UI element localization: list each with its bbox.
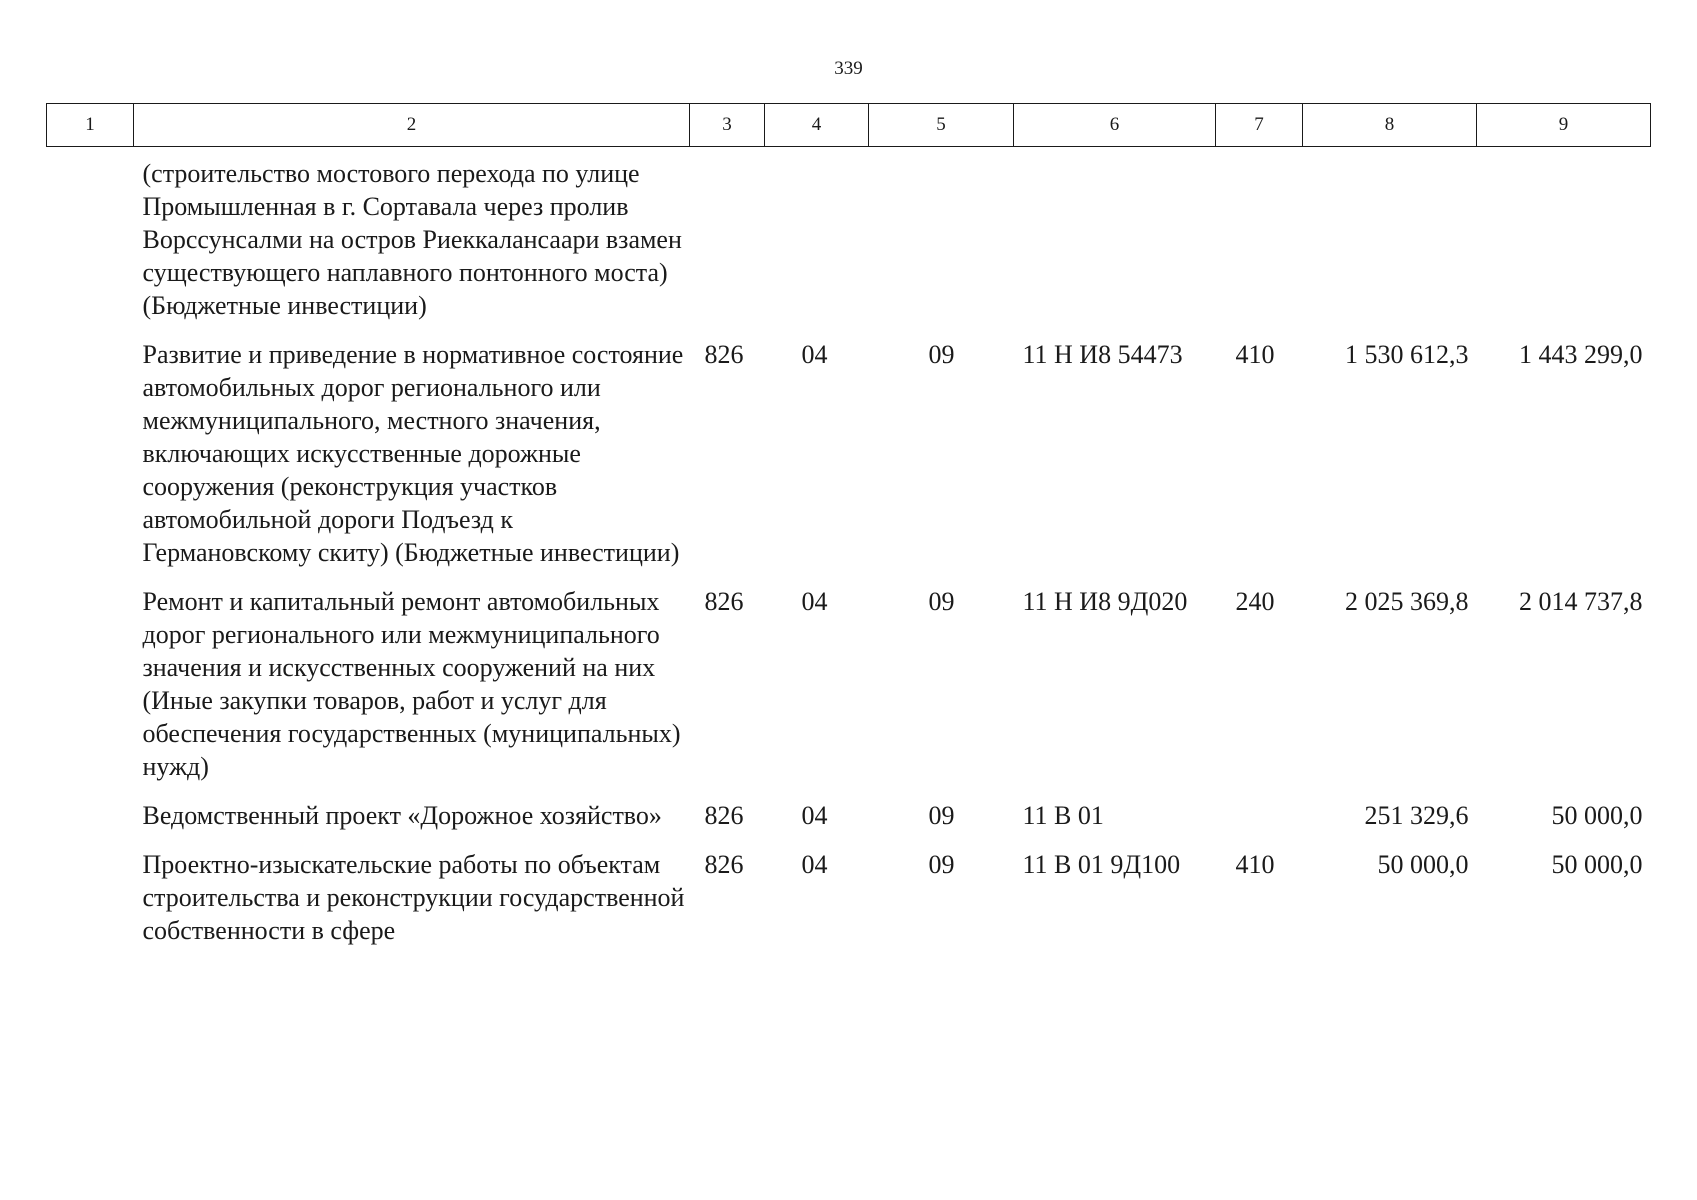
cell-podrazdel: 09 xyxy=(928,587,955,616)
cell-razdel: 04 xyxy=(801,801,828,830)
cell-amount-1: 2 025 369,8 xyxy=(1345,587,1469,616)
column-header-3: 3 xyxy=(690,104,765,147)
cell-amount-1: 50 000,0 xyxy=(1377,850,1469,879)
cell-target-article: 11 Н И8 54473 xyxy=(1022,340,1183,369)
column-header-5: 5 xyxy=(869,104,1014,147)
table-row xyxy=(47,848,1651,963)
cell-expense-type: 240 xyxy=(1235,587,1275,616)
cell-expense-type xyxy=(1216,147,1303,339)
cell-amount-1: 1 530 612,3 xyxy=(1345,340,1469,369)
cell-target-article: 11 Н И8 9Д020 xyxy=(1022,587,1188,616)
cell-razdel: 04 xyxy=(801,340,828,369)
cell-glava: 826 xyxy=(704,587,744,616)
cell-amount-2: 50 000,0 xyxy=(1551,801,1643,830)
cell-description: Развитие и приведение в нормативное состояние автомобильных дорог регионального или межмуниципального, местного значения, включающих искусственные дорожные сооружения (реконструкция участков автомобильной дороги Подъезд к Германовскому скиту) (Бюджетные инвестиции) xyxy=(142,340,684,567)
cell-description: Проектно-изыскательские работы по объектам строительства и реконструкции государственной собственности в сфере xyxy=(142,850,685,945)
cell-number xyxy=(47,338,134,585)
cell-podrazdel: 09 xyxy=(928,850,955,879)
cell-number xyxy=(47,848,134,963)
cell-glava: 826 xyxy=(704,801,744,830)
table-header xyxy=(47,104,1651,147)
cell-number xyxy=(47,147,134,339)
header-row xyxy=(47,104,1651,147)
column-header-9: 9 xyxy=(1477,104,1651,147)
cell-expense-type: 410 xyxy=(1235,850,1275,879)
budget-table xyxy=(46,103,1651,963)
cell-amount-1: 251 329,6 xyxy=(1364,801,1469,830)
cell-expense-type xyxy=(1216,799,1303,848)
column-header-7: 7 xyxy=(1216,104,1303,147)
cell-amount-2: 50 000,0 xyxy=(1551,850,1643,879)
column-header-2: 2 xyxy=(134,104,690,147)
cell-amount-2: 2 014 737,8 xyxy=(1519,587,1643,616)
cell-glava: 826 xyxy=(704,340,744,369)
cell-description: Ремонт и капитальный ремонт автомобильных дорог регионального или межмуниципального значения и искусственных сооружений на них (Иные закупки товаров, работ и услуг для обеспечения государственных (муниципальных) нужд) xyxy=(142,587,681,781)
cell-description: Ведомственный проект «Дорожное хозяйство» xyxy=(142,801,662,830)
cell-number xyxy=(47,799,134,848)
table-row xyxy=(47,147,1651,339)
page-number: 339 xyxy=(834,58,863,79)
column-header-1: 1 xyxy=(47,104,134,147)
cell-amount-1 xyxy=(1303,147,1477,339)
cell-podrazdel xyxy=(869,147,1014,339)
cell-razdel: 04 xyxy=(801,850,828,879)
cell-target-article: 11 В 01 xyxy=(1022,801,1104,830)
cell-podrazdel: 09 xyxy=(928,801,955,830)
column-header-8: 8 xyxy=(1303,104,1477,147)
cell-razdel: 04 xyxy=(801,587,828,616)
table-row xyxy=(47,799,1651,848)
cell-amount-2 xyxy=(1477,147,1651,339)
cell-target-article: 11 В 01 9Д100 xyxy=(1022,850,1181,879)
table-body xyxy=(47,147,1651,964)
table-row xyxy=(47,585,1651,799)
cell-target-article xyxy=(1014,147,1216,339)
column-header-4: 4 xyxy=(765,104,869,147)
cell-description: (строительство мостового перехода по улице Промышленная в г. Сортавала через пролив Ворссунсалми на остров Риеккалансаари взамен существующего наплавного понтонного моста) (Бюджетные инвестиции) xyxy=(142,159,682,320)
cell-number xyxy=(47,585,134,799)
cell-glava xyxy=(690,147,765,339)
cell-glava: 826 xyxy=(704,850,744,879)
column-header-6: 6 xyxy=(1014,104,1216,147)
cell-razdel xyxy=(765,147,869,339)
cell-expense-type: 410 xyxy=(1235,340,1275,369)
table-row xyxy=(47,338,1651,585)
cell-podrazdel: 09 xyxy=(928,340,955,369)
cell-amount-2: 1 443 299,0 xyxy=(1519,340,1643,369)
